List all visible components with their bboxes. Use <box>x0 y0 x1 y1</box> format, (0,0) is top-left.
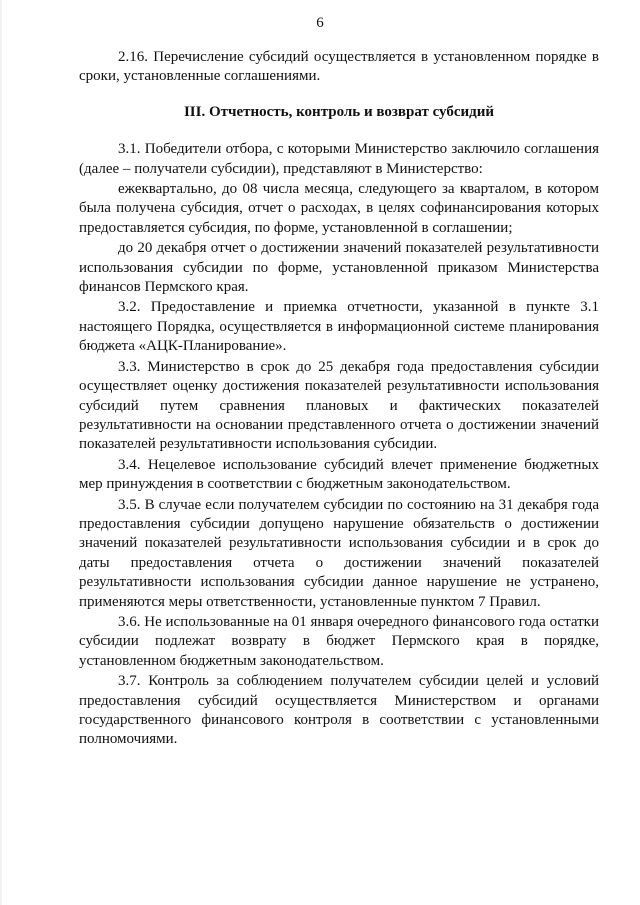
paragraph-3-4: 3.4. Нецелевое использование субсидий влечет применение бюджетных мер принуждения в соответствии с бюджетным законодательством. <box>79 456 599 493</box>
paragraph-3-1-quarterly: ежеквартально, до 08 числа месяца, следующего за кварталом, в котором была получена субсидия, отчет о расходах, в целях софинансирования которых предоставляется субсидия, по форме, установленной в соглашении; <box>79 181 599 236</box>
paragraph-3-5: 3.5. В случае если получателем субсидии по состоянию на 31 декабря года предоставления субсидии допущено нарушение обязательств о достижении значений показателей результативности использования субсидии и в срок до даты предоставления отчета о достижении значений показателей результативности использования субсидии данное нарушение не устранено, применяются меры ответственности, установленные пунктом 7 Правил. <box>79 496 599 610</box>
paragraph-3-3: 3.3. Министерство в срок до 25 декабря года предоставления субсидии осуществляет оценку достижения показателей результативности использования субсидий путем сравнения плановых и фактических показателей результативности на основании представленного отчета о достижении значений показателей результативности использования субсидии. <box>79 358 599 453</box>
page-number: 6 <box>316 15 324 31</box>
scan-edge <box>0 0 2 905</box>
paragraph-3-2: 3.2. Предоставление и приемка отчетности, указанной в пункте 3.1 настоящего Порядка, осуществляется в информационной системе планирования бюджета «АЦК-Планирование». <box>79 299 599 355</box>
paragraph-3-7: 3.7. Контроль за соблюдением получателем субсидии целей и условий предоставления субсидий осуществляется Министерством и органами государственного финансового контроля в соответствии с установленными полномочиями. <box>79 673 599 748</box>
document-body <box>79 48 599 751</box>
paragraph-3-1-annual: до 20 декабря отчет о достижении значений показателей результативности использования субсидии по форме, установленной приказом Министерства финансов Пермского края. <box>79 240 599 296</box>
paragraph-3-1: 3.1. Победители отбора, с которыми Министерство заключило соглашения (далее – получатели субсидии), представляют в Министерство: <box>79 141 599 177</box>
paragraph-2-16: 2.16. Перечисление субсидий осуществляется в установленном порядке в сроки, установленные соглашениями. <box>79 49 599 85</box>
paragraph-3-6: 3.6. Не использованные на 01 января очередного финансового года остатки субсидии подлежат возврату в бюджет Пермского края в порядке, установленном бюджетным законодательством. <box>79 613 599 669</box>
section-title: III. Отчетность, контроль и возврат субсидий <box>183 103 495 120</box>
